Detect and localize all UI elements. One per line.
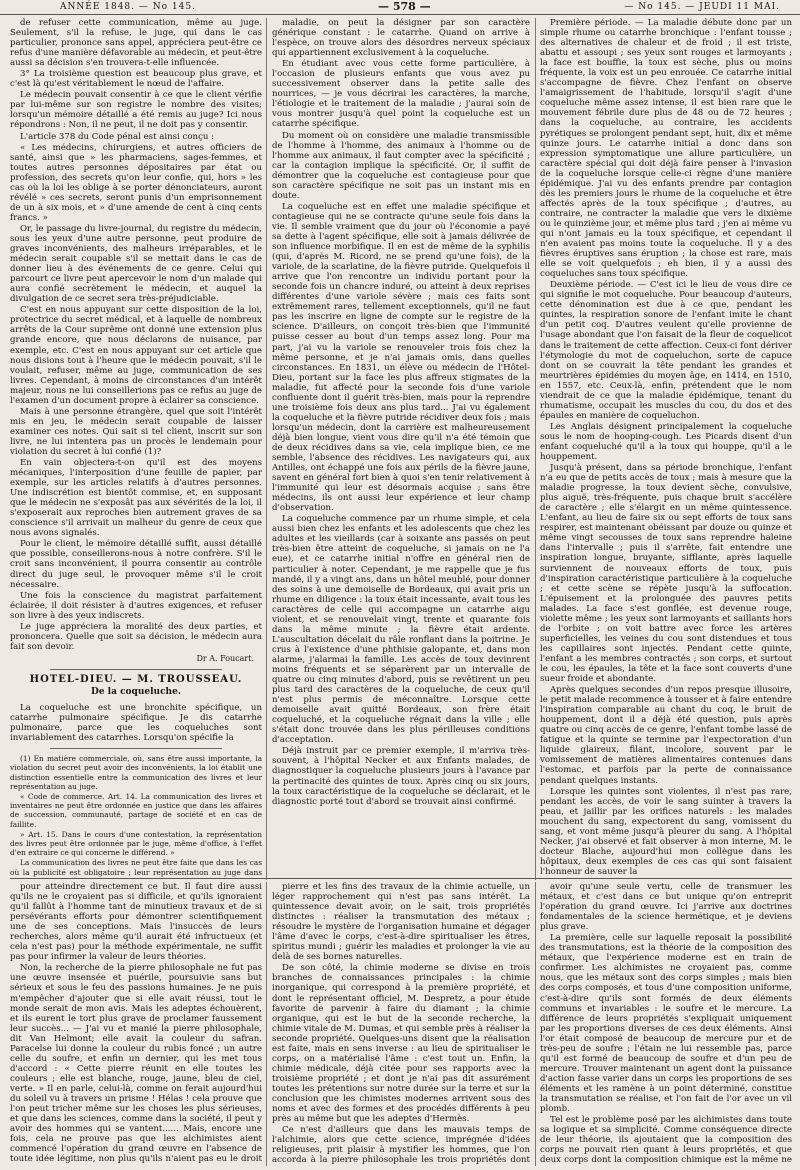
paragraph: Du moment où on considère une maladie transmissible de l'homme à l'homme, des animaux à l'homme ou de l'homme aux animaux, il faut compter avec la spécificité ; car la contagion implique la spécificité. Or, il suffit de démontrer que la coqueluche est contagieuse pour que son caractère spécifique ne soit pas un instant mis en doute. — [272, 130, 530, 201]
paragraph: Après quelques secondes d'un repos presque illusoire, le petit malade recommence à tousser et à faire entendre l'inspiration comparable au chant du coq, le bruit de houppement, dont il a déjà été question, puis après quatre ou cinq accès de ce genre, l'enfant tombe lassé de fatigue et la quinte se termine par l'expectoration d'un liquide glaireux, filant, incolore, souvent par le vomissement de matières alimentaires contenues dans l'estomac, et parfois par la perte de connaissance pendant quelques instants. — [540, 685, 792, 786]
page-number: — 578 — — [378, 0, 431, 13]
paragraph: pierre et les fins des travaux de la chimie actuelle, un léger rapprochement qui n'est pas sans intérêt. La quintessence devait avoir, on le sait, trois propriétés distinctes : réaliser la transmutation des métaux ; résoudre le mystère de l'organisation humaine et dégager l'âme d'avec le corps, c'est-à-dire spiritualiser les êtres, spiritus mundi ; guérir les maladies et prolonger la vie au delà de ses bornes naturelles. — [272, 882, 530, 963]
paragraph: La coqueluche est en effet une maladie spécifique et contagieuse qui ne se contracte qu'une seule fois dans la vie. Il semble vraiment que du jour où l'économie a payé sa dette à l'agent spécifique, elle soit à jamais délivrée de son influence morbifique. Il en est de même de la syphilis (qui, d'après M. Ricord, ne se prend qu'une fois), de la variole, de la scarlatine, de la fièvre putride. Quelquefois il arrive que l'on rencontre un individu portant pour la seconde fois un chancre induré, ou atteint à deux reprises différentes d'une variole sévère ; mais ces faits sont extrêmement rares, tellement exceptionnels, qu'il ne faut pas les inscrire en ligne de compte sur le registre de la science. D'ailleurs, on conçoit très-bien que l'immunité puisse cesser au bout d'un temps assez long. Pour ma part, j'ai vu la variole se renouveler trois fois chez la même personne, et je n'ai jamais omis, dans quelles circonstances. En 1831, un élève ou médecin de l'Hôtel-Dieu, portant sur la face les plus affreux stigmates de la maladie, fut affecté pour la seconde fois d'une variole confluente dont il guérit très-bien, mais pour la reprendre une troisième fois deux ans plus tard... J'ai vu également la coqueluche et la fièvre putride récidiver deux fois ; mais lorsqu'un médecin, dont la carrière est malheureusement déjà bien longue, vient vous dire qu'il n'a été témoin que de deux récidives dans sa vie, cela implique bien, ce me semble, l'absence des récidives. Les navigateurs qui, aux Antilles, ont échappé une fois aux périls de la fièvre jaune, savent en général fort bien à quoi s'en tenir relativement à l'immunité qui leur est désormais acquise ; sans être médecins, ils ont aussi leur expérience et leur champ d'observation. — [272, 201, 530, 514]
column-1 — [10, 18, 262, 878]
paragraph: C'est en nous appuyant sur cette disposition de la loi, protectrice du secret médical, et à laquelle de nombreux arrêts de la Cour suprême ont donné une extension plus grande encore, que nous déclarons de nuisance, par exemple, etc. C'est en nous appuyant sur cet article que nous disions tout à l'heure que le médecin pouvait, s'il le voulait, refuser, même au juge, communication de ses livres. Cependant, à moins de circonstances d'un intérêt majeur, nous ne lui conseillerions pas ce refus au juge de l'examen d'un document propre à éclairer sa conscience. — [10, 305, 262, 406]
paragraph: En étudiant avec vous cette forme particulière, à l'occasion de plusieurs enfants que vous avez pu successivement observer dans la petite salle des nourrices, — je vous décrirai les caractères, la marche, l'étiologie et le traitement de la maladie ; j'aurai soin de vous montrer jusqu'à quel point la coqueluche est un catarrhe spécifique. — [272, 59, 530, 130]
paragraph: Première période. — La maladie débute donc par un simple rhume ou catarrhe bronchique : l'enfant tousse ; des alternatives de chaleur et de froid ; il est triste, abattu et assoupi ; ses yeux sont rouges et larmoyants ; la face est bouffie, la toux est sèche, plus ou moins fréquente, la voix est un peu enrouée. Ce catarrhe initial s'accompagne de fièvre. Chez l'enfant on observe l'amaigrissement de l'habitude, lorsqu'il s'agit d'une coqueluche même assez intense, il est bien rare que le mouvement fébrile dure plus de 48 ou de 72 heures ; dans la coqueluche, au contraire, les accidents pyrétiques se prolongent pendant sept, huit, dix et même quinze jours. Le catarrhe initial a donc dans son expression symptomatique une allure particulière, un caractère spécial qui doit déjà faire penser à l'invasion de la coqueluche lorsque celle-ci règne d'une manière épidémique. J'ai vu des enfants prendre par contagion dès les premiers jours le rhume de la coqueluche et être affectés après de la toux spécifique ; d'autres, au contraire, ne contracter la maladie que vers le dixième ou le quinzième jour, et même plus tard ; j'en ai même vu qui n'ont jamais eu la toux spécifique, et cependant il n'en avaient pas moins toute la coqueluche. Il y a des fièvres éruptives sans éruption ; la chose est rare, mais elle se voit quelquefois ; eh bien, il y a aussi des coqueluches sans toux spécifique. — [540, 18, 792, 280]
paragraph: Deuxième période. — C'est ici le lieu de vous dire ce qui signifie le mot coqueluche. Pour beaucoup d'auteurs, cette dénomination est due à ce que, pendant les quintes, la respiration sonore de l'enfant imite le chant d'un petit coq. D'autres veulent qu'elle provienne de l'usage abondant que l'on faisait de la fleur de coquelicot dans le traitement de cette affection. Ceux-ci font dériver l'étymologie du mot de coqueluchon, sorte de capuce dont on se couvrait la tête pendant les grandes et meurtrières épidémies du moyen âge, en 1414, en 1510, en 1557, etc. Ceux-là, enfin, prétendent que le nom viendrait de ce que la maladie épidémique, tenant du rhumatisme, occupait les muscles du cou, du dos et des épaules en manière de coqueluchon. — [540, 280, 792, 421]
paragraph: Non, la recherche de la pierre philosophale ne fut pas une œuvre insensée et puérile, poursuivie sans but sérieux et sous le feu des passions humaines. Je ne puis m'empêcher d'ajouter que si elle avait réussi, tout le monde serait de mon avis. Mais les adeptes échouèrent, et ils eurent le tort plus grave de proclamer faussement leur succès... — J'ai vu et manié la pierre philosophale, dit Van Helmont; elle avait la couleur du safran. Paracelse lui donne la couleur du rubis foncé ; un autre celle du soufre, et enfin un dernier, qui les met tous d'accord : « Cette pierre réunit en elle toutes les couleurs ; elle est blanche, rouge, jaune, bleu de ciel, verte. » Il en parle, celui-là, comme on ferait aujourd'hui du soleil vu à travers un prisme ! Hélas ! cela prouve que l'on peut tricher même sur les choses les plus sérieuses, et que dans les sciences, comme dans la société, il peut y avoir des hommes qui se vantent...... Mais, encore une fois, cela ne prouve pas que les alchimistes aient commencé l'opération du grand œuvre en l'absence de toute idée légitime, non plus qu'ils n'aient pas eu le droit — [10, 963, 262, 1164]
paragraph: Mais à une personne étrangère, quel que soit l'intérêt mis en jeu, le médecin serait coupable de laisser examiner ces notes. Qui sait si tel client, inscrit sur son livre, ne lui intentera pas un procès le lendemain pour violation du secret à lui confié (1)? — [10, 406, 262, 457]
paragraph: Lorsque les quintes sont violentes, il n'est pas rare, pendant les accès, de voir le sang suinter à travers la peau, et jaillir par les orifices naturels : les malades mouchent du sang, expectorent du sang, vomissent du sang, et vont même jusqu'à pleurer du sang. A l'hôpital Necker, j'ai observé et fait observer à mon interne, M. le docteur Blache, aujourd'hui mon collègue dans les hôpitaux, deux exemples de ces cas qui sont faisaient l'honneur de sauver la — [540, 786, 792, 877]
paragraph: Le juge appréciera la moralité des deux parties, et prononcera. Quelle que soit sa décision, le médecin aura fait son devoir. — [10, 621, 262, 652]
legal-quote: « Les médecins, chirurgiens, et autres officiers de santé, ainsi que » les pharmaciens, sages-femmes, et toutes autres personnes dépositaires par état ou profession, des secrets qu'on leur confie, qui, hors » les cas où la loi les oblige à se porter dénonciateurs, auront révélé » ces secrets, seront punis d'un emprisonnement de un à six mois, et » d'une amende de cent à cinq cents francs. » — [10, 142, 262, 223]
paragraph: Les Anglais désignent principalement la coqueluche sous le nom de hooping-cough. Les Picards disent d'un enfant coqueluché qu'il a la toux qui houppe, qu'il a le houppement. — [540, 421, 792, 463]
section-divider — [10, 878, 792, 879]
divider — [50, 748, 222, 749]
paragraph: Tel est le problème posé par les alchimistes dans toute sa logique et sa simplicité. Comme conséquence directe de leur théorie, ils ajoutaient que la composition des corps ne pouvait rien quant à leurs propriétés, et que deux corps dont la composition chimique est la même ne — [540, 1115, 792, 1164]
footnote: (1) En matière commerciale, où, sans être aussi importante, la violation du secret peut avoir des inconvénients, la loi établit une distinction essentielle entre la communication des livres et leur représentation au juge. — [10, 754, 262, 791]
paragraph: Jusqu'à présent, dans sa période bronchique, l'enfant n'a eu que de petits accès de toux ; mais à mesure que la maladie progresse, la toux devient sèche, convulsive, plus aiguë, très-fréquente, puis chaque bruit s'accélère de caractère ; elle s'élargit en un même quintessence. L'enfant, au lieu de faire six ou sept efforts de toux sans respirer, est maintenant obéissant par douze ou quinze et même vingt secousses de toux sans reprendre haleine dans l'intervalle ; puis il s'arrête, fait entendre une inspiration longue, bruyante, sifflante, après laquelle surviennent de nouveaux efforts de toux, puis d'inspiration caractéristique particulière à la coqueluche ; et cette scène se répète jusqu'à la suffocation. L'épuisement et la prolonguée des pauvres petits malades. La face s'est gonflée, est devenue rouge, violette même ; les yeux sont larmoyants et saillants hors de l'orbite ; on voit battre avec force les artères superficielles, les veines du cou sont distendues et tous les capillaires sont injectés. Pendant cette quinte, l'enfant a les membres contractés ; son corps, et surtout le cou, les épaules, la tête et la face sont couverts d'une sueur froide et abondante. — [540, 463, 792, 685]
paragraph: En vain objectera-t-on qu'il est des moyens mécaniques, l'interposition d'une feuille de papier, par exemple, sur les articles relatifs à d'autres personnes. Une indiscrétion est bientôt commise, et, en supposant que le médecin ne s'exposât pas aux sévérités de la loi, il s'exposerait aux reproches bien autrement graves de sa conscience s'il arrivait un malheur du genre de ceux que nous avons signalés. — [10, 458, 262, 539]
paragraph: Pour le client, le mémoire détaillé suffit, aussi détaillé que possible, conseillerons-nous à notre confrère. S'il le croit sans inconvénient, il pourra consentir au contrôle direct du juge seul, le provoquer même s'il le croit nécessaire. — [10, 539, 262, 590]
paragraph: Déjà instruit par ce premier exemple, il m'arriva très-souvent, à l'hôpital Necker et aux Enfants malades, de diagnostiquer la coqueluche plusieurs jours à l'avance par la pertinacité des quintes de toux. Après cinq ou six jours, la toux caractéristique de la coqueluche se déclarait, et le diagnostic porté tout d'abord se trouvait ainsi confirmé. — [272, 746, 530, 807]
page-header — [0, 0, 800, 15]
feuilleton-column-1 — [10, 882, 262, 1164]
author-signature: Dr A. Foucart. — [196, 653, 254, 663]
feuilleton-column-3 — [540, 882, 792, 1164]
column-2 — [272, 18, 530, 880]
divider — [50, 669, 222, 670]
paragraph: La première, celle sur laquelle reposait la possibilité des transmutations, est la théorie de la composition des métaux, que l'expérience moderne est en train de confirmer. Les alchimistes ne croyaient pas, comme nous, que les métaux sont des corps simples ; mais bien des corps composés, et tous d'une composition uniforme, c'est-à-dire qu'ils sont formés de deux éléments communs et invariables : le soufre et le mercure. La différence de leurs propriétés s'expliquait uniquement par les proportions diverses de ces deux éléments. Ainsi l'or était composé de beaucoup de mercure pur et de très-peu de soufre ; l'étain ne lui ressemble pas, parce qu'il est formé de beaucoup de soufre et d'un peu de mercure. Trouver maintenant un agent dont la puissance d'action fasse varier dans un corps les proportions de ses éléments et les ramène à un point déterminé, constitue la transmutation se réalise, et l'on fait de l'or avec un vil plomb. — [540, 933, 792, 1115]
article-subtitle: De la coqueluche. — [91, 687, 181, 697]
paragraph: L'article 378 du Code pénal est ainsi conçu : — [20, 131, 215, 142]
paragraph: La coqueluche commence par un rhume simple, et cela aussi bien chez les enfants et les adolescents que chez les adultes et les vieillards (car à soixante ans passés on peut très-bien être atteint de coqueluche, si jamais on ne l'a eue), et ce catarrhe initial n'offre en général rien de particulier à noter. Cependant, je me rappelle que je fus mandé, il y a vingt ans, dans un hôtel meublé, pour donner des soins à une demoiselle de Bordeaux, qui avait pris un rhume en diligence : la toux était incessante, avait tous les caractères de celle qui accompagne un catarrhe aigu violent, et se renouvelait vingt, trente et quarante fois dans la même minute ; la fièvre était ardente. L'auscultation décelait du râle ronflant dans la poitrine. Je crus à l'existence d'une phthisie galopante, et, dans mon alarme, j'alarmai la famille. Les accès de toux devinrent moins fréquents et se séparèrent par un intervalle de quatre ou cinq minutes d'abord, puis se revêtirent un peu plus tard des caractères de la coqueluche, de ceux qu'il n'est plus permis de méconnaître. Lorsque cette demoiselle avait quitté Bordeaux, son frère était coqueluché, et la coqueluche régnait dans la ville ; elle s'était donc trouvée dans les plus périlleuses conditions d'acceptation. — [272, 514, 530, 746]
paragraph: Ce n'est d'ailleurs que dans les mauvais temps de l'alchimie, alors que cette science, imprégnée d'idées religieuses, prit plaisir à mystifier les hommes, que l'on accorda à la pierre philosophale les trois propriétés dont — [272, 1125, 530, 1164]
paragraph: Une fois la conscience du magistrat parfaitement éclairée, il doit résister à d'autres exigences, et refuser son livre à des yeux indiscrets. — [10, 590, 262, 621]
paragraph: de refuser cette communication, même au juge. Seulement, s'il la refuse, le juge, qui dans le cas particulier, prononce sans appel, appréciera peut-être ce refus d'une manière défavorable au médecin, et peut-être aussi sa décision s'en trouvera-t-elle influencée. — [10, 18, 262, 69]
feuilleton-column-2 — [272, 882, 530, 1164]
paragraph: De son côté, la chimie moderne se divise en trois branches de connaissances principales : la chimie inorganique, qui correspond à la première propriété, et dont le représentant officiel, M. Despretz, a pour étude favorite de parvenir à faire du diamant ; la chimie organique, qui est le but de la seconde recherche, la chimie vitale de M. Dumas, et qui semble près à réaliser la seconde propriété. Quelques-uns disent que la réalisation est faite, mais en sens inverse : au lieu de spiritualiser le corps, on a matérialisé l'âme : c'est tout un. Enfin, la chimie médicale, déjà citée pour ses rapports avec la troisième propriété ; et dont je n'ai pas dit assurément toutes les prétentions sur notre durée sur la terre et sur la conclusion que les chimistes modernes arrivent sous des noms et avec des formes et des procédés différents à peu près au même but que les adeptes d'Hermès. — [272, 963, 530, 1125]
paragraph: avoir qu'une seule vertu, celle de transmuer les métaux, et c'est dans ce but unique qu'on entreprit l'opération du grand œuvre. Ici j'arrive aux doctrines fondamentales de la science hermétique, et je deviens plus grave. — [540, 882, 792, 933]
footnote: « Code de commerce. Art. 14. La communication des livres et inventaires ne peut être ordonnée en justice que dans les affaires de succession, communauté, partage de société et en cas de faillite. — [10, 792, 262, 829]
paragraph: La coqueluche est une bronchite spécifique, un catarrhe pulmonaire spécifique. Je dis catarrhe pulmonaire, parce que les coqueluches sont invariablement des catarrhes. Lorsqu'on spécifie la — [10, 703, 262, 744]
paragraph: Le médecin pouvait consentir à ce que le client vérifie par lui-même sur son registre le nombre des visites; lorsqu'un mémoire détaillé a été remis au juge? Ici nous répondrons : Non, il ne peut, il ne doit pas y consentir. — [10, 90, 262, 131]
footnote: La communication des livres ne peut être faite que dans les cas où la publicité est obligatoire ; leur représentation au juge dans — [10, 858, 262, 877]
paragraph: 3° La troisième question est beaucoup plus grave, et c'est là qu'est véritablement le nœud de l'affaire. — [10, 69, 262, 90]
column-divider — [266, 18, 267, 880]
paragraph: pour atteindre directement ce but. Il faut dire aussi qu'ils ne le croyaient pas si difficile, et qu'ils ignoraient qu'il fallût à l'homme tant de minutieux travaux et de si persévérants efforts pour démontrer scientifiquement une de ses conceptions. Mais l'insuccès de leurs recherches, alors même qu'il aurait été infructueux (et cela n'est pas) pour la méthode expérimentale, ne suffit pas pour infirmer la valeur de leurs théories. — [10, 882, 262, 963]
header-right: — No 145. — JEUDI 11 MAI. — [624, 2, 780, 12]
paragraph: maladie, on peut la désigner par son caractère générique constant : le catarrhe. Quand on arrive à l'espèce, on trouve alors des désordres nerveux spéciaux qui appartiennent exclusivement à la coqueluche. — [272, 18, 530, 59]
column-divider — [266, 882, 267, 1166]
column-divider — [535, 882, 536, 1166]
column-divider — [535, 18, 536, 880]
footnote: » Art. 15. Dans le cours d'une contestation, la représentation des livres peut être ordonnée par le juge, même d'office, à l'effet d'en extraire ce qui concerne le différend. » — [10, 829, 262, 858]
article-title: HOTEL-DIEU. — M. TROUSSEAU. — [29, 673, 243, 685]
paragraph: Or, le passage du livre-journal, du registre du médecin, sous les yeux d'une autre personne, peut produire de graves inconvénients, des malheurs irréparables, et le médecin serait coupable s'il se mettait dans le cas de donner lieu à des événements de ce genre. Celui qui parcourt ce livre peut apercevoir le nom d'un malade qui aura confié secrètement le médecin, et auquel la divulgation de ce secret sera très-préjudiciable. — [10, 223, 262, 305]
column-3 — [540, 18, 792, 880]
header-left: ANNÉE 1848. — No 145. — [60, 2, 196, 12]
